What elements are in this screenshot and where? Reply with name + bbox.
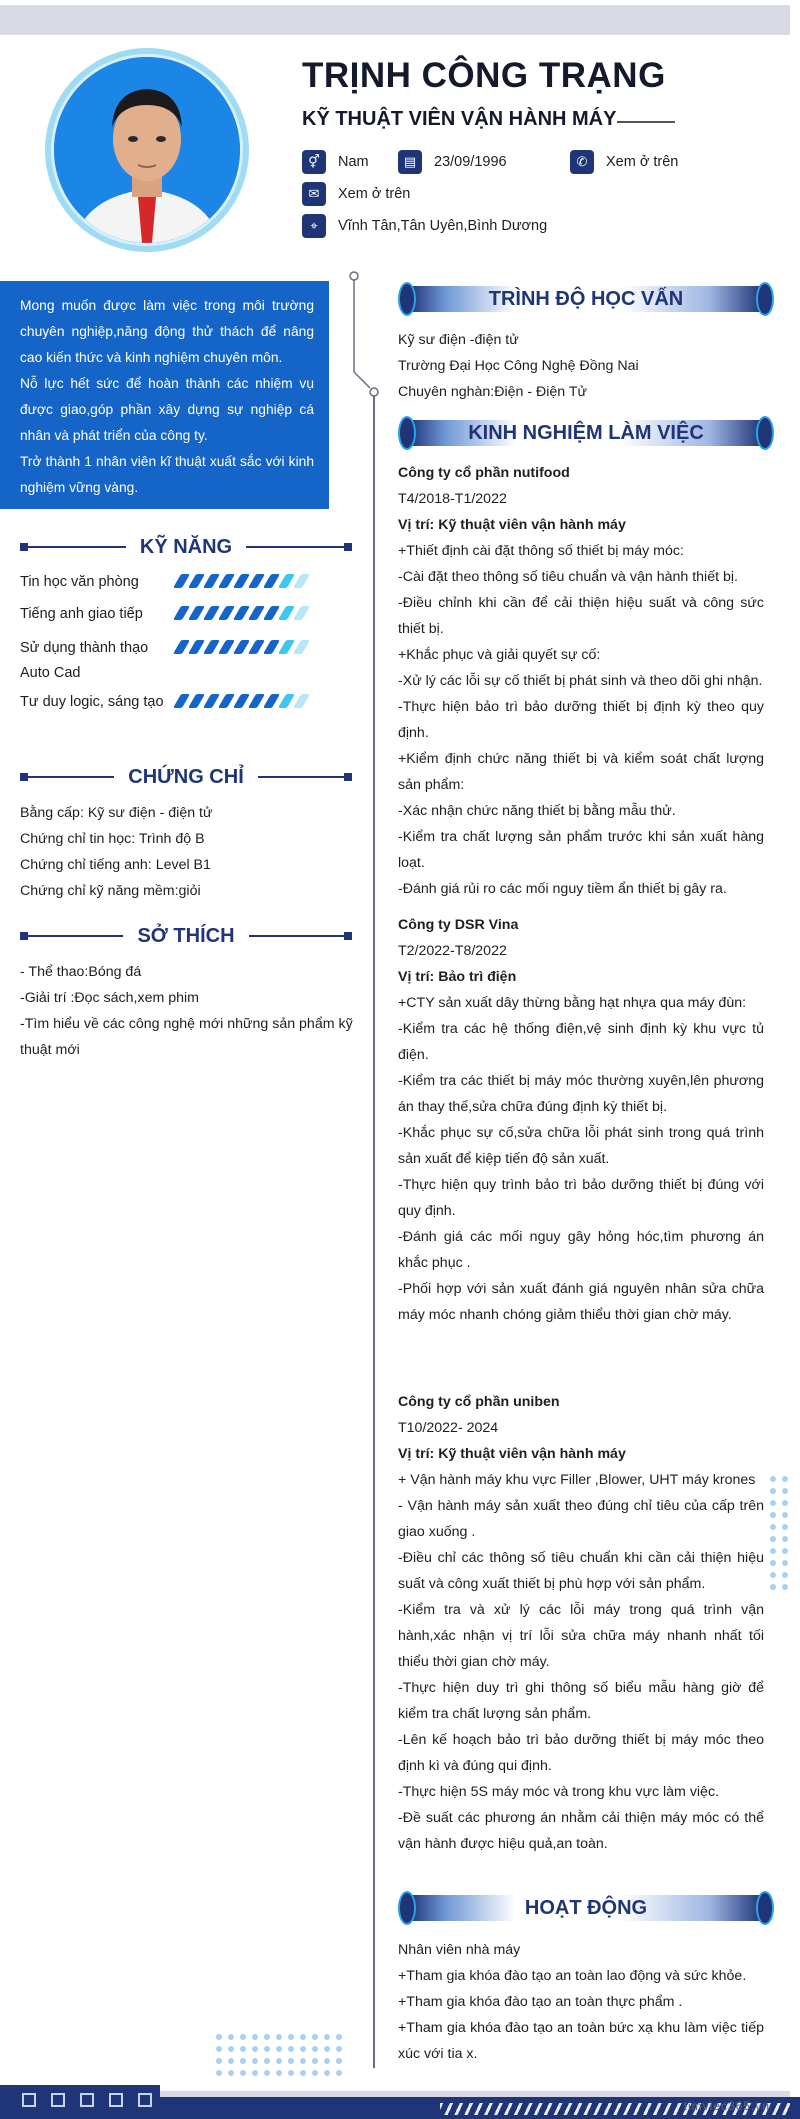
dot bbox=[336, 2070, 342, 2076]
skill-bar-segment bbox=[233, 574, 250, 588]
job-duty-line: -Kiểm tra các hệ thống điện,vệ sinh định kỳ khu vực tủ điện. bbox=[398, 1021, 764, 1063]
timeline-connector bbox=[345, 268, 385, 398]
cake-icon: ▤ bbox=[398, 150, 422, 174]
dot bbox=[300, 2034, 306, 2040]
skill-bar-segment bbox=[293, 574, 310, 588]
skill-bar-segment bbox=[293, 640, 310, 654]
column-divider bbox=[373, 388, 375, 2068]
certificate-item: Chứng chỉ tin học: Trình độ B bbox=[20, 831, 205, 847]
dot bbox=[782, 1488, 788, 1494]
dot bbox=[276, 2034, 282, 2040]
dot bbox=[782, 1512, 788, 1518]
gender-value: Nam bbox=[338, 154, 369, 170]
dot bbox=[240, 2046, 246, 2052]
education-line: Chuyên nghàn:Điện - Điện Tử bbox=[398, 384, 588, 400]
skill-bar-segment bbox=[248, 606, 265, 620]
company-name: Công ty cổ phần nutifood bbox=[398, 465, 570, 481]
skill-level-bars bbox=[177, 574, 312, 588]
candidate-name: TRỊNH CÔNG TRẠNG bbox=[302, 56, 666, 95]
dot bbox=[782, 1560, 788, 1566]
skill-bar-segment bbox=[173, 606, 190, 620]
job-duty-line: -Thực hiện bảo trì bảo dưỡng thiết bị định kỳ theo quy định. bbox=[398, 699, 764, 741]
skill-item bbox=[20, 636, 340, 686]
dot bbox=[770, 1476, 776, 1482]
job-duty-line: -Xác nhận chức năng thiết bị bằng mẫu thử. bbox=[398, 803, 676, 819]
dot bbox=[770, 1548, 776, 1554]
dot bbox=[336, 2046, 342, 2052]
job-duty-line: -Cài đặt theo thông số tiêu chuẩn và vận hành thiết bị. bbox=[398, 569, 738, 585]
education-details bbox=[398, 327, 764, 405]
dot bbox=[288, 2034, 294, 2040]
skill-bar-segment bbox=[233, 694, 250, 708]
skill-bar-segment bbox=[173, 574, 190, 588]
dot bbox=[312, 2070, 318, 2076]
address-row bbox=[302, 214, 547, 238]
job-duty-line: +Khắc phục và giải quyết sự cố: bbox=[398, 647, 601, 663]
dot bbox=[276, 2070, 282, 2076]
certificate-item: Chứng chỉ kỹ năng mềm:giỏi bbox=[20, 883, 201, 899]
career-objective bbox=[0, 281, 329, 509]
envelope-icon: ✉ bbox=[302, 182, 326, 206]
dot bbox=[276, 2058, 282, 2064]
education-line: Trường Đại Học Công Nghệ Đồng Nai bbox=[398, 358, 639, 374]
phone-icon: ✆ bbox=[570, 150, 594, 174]
footer-band bbox=[0, 2085, 800, 2119]
birthday-value: 23/09/1996 bbox=[434, 154, 507, 170]
dot bbox=[264, 2046, 270, 2052]
job-position: Vị trí: Kỹ thuật viên vận hành máy bbox=[398, 517, 626, 533]
dot bbox=[240, 2034, 246, 2040]
job-duty-line: -Xử lý các lỗi sự cố thiết bị phát sinh và theo dõi ghi nhận. bbox=[398, 673, 763, 689]
activity-item: Nhân viên nhà máy bbox=[398, 1942, 521, 1958]
dot bbox=[240, 2058, 246, 2064]
dot bbox=[288, 2058, 294, 2064]
birthday-row bbox=[398, 150, 507, 174]
dot bbox=[782, 1584, 788, 1590]
email-row bbox=[302, 182, 410, 206]
skill-bar-segment bbox=[248, 694, 265, 708]
dot bbox=[782, 1476, 788, 1482]
skill-bar-segment bbox=[188, 606, 205, 620]
job-duty-line: -Kiểm tra và xử lý các lỗi máy trong quá trình vận hành,xác nhận vị trí lỗi sửa chữa máy nhanh nhất tối thiểu thời gian chờ máy. bbox=[398, 1602, 764, 1670]
job-duty-line: +CTY sản xuất dây thừng bằng hạt nhựa qua máy đùn: bbox=[398, 995, 747, 1011]
skill-bar-segment bbox=[218, 694, 235, 708]
dot bbox=[770, 1572, 776, 1578]
skill-bar-segment bbox=[203, 694, 220, 708]
skill-bar-segment bbox=[188, 574, 205, 588]
dot bbox=[216, 2046, 222, 2052]
dot bbox=[324, 2046, 330, 2052]
dot bbox=[216, 2070, 222, 2076]
company-name: Công ty DSR Vina bbox=[398, 917, 519, 933]
phone-value: Xem ở trên bbox=[606, 154, 679, 170]
activities-list bbox=[398, 1937, 764, 2067]
job-period: T10/2022- 2024 bbox=[398, 1420, 499, 1436]
job-duty-line: -Điều chỉnh khi cần để cải thiện hiệu suất và công sức thiết bị. bbox=[398, 595, 764, 637]
skill-bar-segment bbox=[218, 606, 235, 620]
job-entry bbox=[398, 460, 764, 902]
hobby-item: - Thể thao:Bóng đá bbox=[20, 964, 142, 980]
job-position: Vị trí: Bảo trì điện bbox=[398, 969, 517, 985]
job-position: Vị trí: Kỹ thuật viên vận hành máy bbox=[398, 1446, 626, 1462]
dot bbox=[300, 2058, 306, 2064]
top-band bbox=[0, 5, 790, 35]
skill-bar-segment bbox=[218, 640, 235, 654]
skill-bar-segment bbox=[173, 694, 190, 708]
dot bbox=[264, 2034, 270, 2040]
skill-bar-segment bbox=[293, 606, 310, 620]
dot bbox=[770, 1560, 776, 1566]
phone-row bbox=[570, 150, 678, 174]
skill-level-bars bbox=[177, 606, 312, 620]
dot bbox=[312, 2058, 318, 2064]
dot bbox=[312, 2034, 318, 2040]
activities-heading: HOẠT ĐỘNG bbox=[398, 1891, 774, 1925]
dot bbox=[300, 2046, 306, 2052]
job-duty-line: + Vận hành máy khu vực Filler ,Blower, UHT máy krones bbox=[398, 1472, 756, 1488]
activity-item: +Tham gia khóa đào tạo an toàn bức xạ khu làm việc tiếp xúc với tia x. bbox=[398, 2020, 764, 2062]
dot bbox=[770, 1512, 776, 1518]
dot bbox=[782, 1524, 788, 1530]
hobbies-list bbox=[20, 959, 355, 1063]
dot bbox=[288, 2046, 294, 2052]
skill-bar-segment bbox=[233, 606, 250, 620]
watermark: timviec365.vn bbox=[683, 2099, 770, 2113]
dot bbox=[770, 1536, 776, 1542]
decorative-dots bbox=[216, 2034, 342, 2076]
company-name: Công ty cổ phần uniben bbox=[398, 1394, 560, 1410]
certificate-item: Chứng chỉ tiếng anh: Level B1 bbox=[20, 857, 211, 873]
location-pin-icon: ⌖ bbox=[302, 214, 326, 238]
job-duty-line: -Điều chỉ các thông số tiêu chuẩn khi cần cải thiện hiệu suất và công xuất thiết bị phù hợp với sản phẩm. bbox=[398, 1550, 764, 1592]
skill-label: Sử dụng thành thạo Auto Cad bbox=[20, 640, 149, 681]
skill-bar-segment bbox=[203, 606, 220, 620]
skill-label: Tư duy logic, sáng tạo bbox=[20, 694, 164, 710]
skill-bar-segment bbox=[248, 640, 265, 654]
dot bbox=[216, 2058, 222, 2064]
job-entry bbox=[398, 912, 764, 1328]
objective-line: Trở thành 1 nhân viên kĩ thuật xuất sắc với kinh nghiệm vững vàng. bbox=[20, 454, 314, 495]
dot bbox=[782, 1572, 788, 1578]
dot bbox=[782, 1536, 788, 1542]
skill-bar-segment bbox=[278, 606, 295, 620]
job-duties bbox=[398, 1467, 764, 1857]
dot bbox=[770, 1488, 776, 1494]
skill-bar-segment bbox=[188, 694, 205, 708]
job-duty-line: +Kiểm định chức năng thiết bị và kiểm soát chất lượng sản phẩm: bbox=[398, 751, 764, 793]
job-duty-line: -Đánh giá rủi ro các mối nguy tiềm ẩn thiết bị gây ra. bbox=[398, 881, 727, 897]
job-duties bbox=[398, 538, 764, 902]
dot bbox=[324, 2070, 330, 2076]
dot bbox=[782, 1548, 788, 1554]
hobby-item: -Tìm hiểu về các công nghệ mới những sản phẩm kỹ thuật mới bbox=[20, 1016, 353, 1058]
dot bbox=[252, 2058, 258, 2064]
skill-bar-segment bbox=[248, 574, 265, 588]
dot bbox=[252, 2070, 258, 2076]
hobby-item: -Giải trí :Đọc sách,xem phim bbox=[20, 990, 199, 1006]
job-duty-line: -Đề suất các phương án nhằm cải thiện máy móc có thể vận hành được hiệu quả,an toàn. bbox=[398, 1810, 764, 1852]
skill-bar-segment bbox=[278, 574, 295, 588]
job-duty-line: +Thiết định cài đặt thông số thiết bị máy móc: bbox=[398, 543, 684, 559]
skill-label: Tiếng anh giao tiếp bbox=[20, 606, 143, 622]
job-duty-line: -Thực hiện 5S máy móc và trong khu vực làm việc. bbox=[398, 1784, 719, 1800]
dot bbox=[288, 2070, 294, 2076]
skill-level-bars bbox=[177, 640, 312, 654]
dot bbox=[770, 1524, 776, 1530]
skill-item bbox=[20, 570, 340, 595]
skill-bar-segment bbox=[293, 694, 310, 708]
skill-bar-segment bbox=[278, 694, 295, 708]
gender-row bbox=[302, 150, 369, 174]
decorative-dots bbox=[770, 1476, 788, 1590]
job-duty-line: -Lên kế hoạch bảo trì bảo dưỡng thiết bị máy móc theo định kì và đúng qui định. bbox=[398, 1732, 764, 1774]
certificates-list bbox=[20, 800, 355, 904]
dot bbox=[252, 2046, 258, 2052]
dot bbox=[336, 2034, 342, 2040]
job-duty-line: -Đánh giá các mối nguy gây hỏng hóc,tìm phương án khắc phục . bbox=[398, 1229, 764, 1271]
job-duty-line: -Thực hiện quy trình bảo trì bảo dưỡng thiết bị đúng với quy định. bbox=[398, 1177, 764, 1219]
skill-item bbox=[20, 602, 340, 627]
job-duty-line: -Kiểm tra các thiết bị máy móc thường xuyên,lên phương án thay thế,sửa chữa đúng định kỳ thiết bị. bbox=[398, 1073, 764, 1115]
job-duty-line: - Vận hành máy sản xuất theo đúng chỉ tiêu của cấp trên giao xuống . bbox=[398, 1498, 764, 1540]
dot bbox=[782, 1500, 788, 1506]
job-duty-line: -Thực hiện duy trì ghi thông số biểu mẫu hàng giờ để kiểm tra chất lượng sản phẩm. bbox=[398, 1680, 764, 1722]
dot bbox=[240, 2070, 246, 2076]
skill-bar-segment bbox=[263, 574, 280, 588]
skill-bar-segment bbox=[263, 694, 280, 708]
objective-line: Nỗ lực hết sức để hoàn thành các nhiệm vụ được giao,góp phần xây dựng sự nghiệp cá nhân và phát triển của công ty. bbox=[20, 376, 314, 443]
skill-level-bars bbox=[177, 694, 312, 708]
skill-bar-segment bbox=[263, 606, 280, 620]
dot bbox=[312, 2046, 318, 2052]
education-line: Kỹ sư điện -điện tử bbox=[398, 332, 519, 348]
skill-bar-segment bbox=[203, 574, 220, 588]
dot bbox=[770, 1500, 776, 1506]
skill-bar-segment bbox=[263, 640, 280, 654]
skill-bar-segment bbox=[203, 640, 220, 654]
hobbies-heading: SỞ THÍCH bbox=[20, 924, 352, 948]
dot bbox=[252, 2034, 258, 2040]
skill-bar-segment bbox=[188, 640, 205, 654]
skills-heading: KỸ NĂNG bbox=[20, 535, 352, 559]
job-entry bbox=[398, 1389, 764, 1857]
dot bbox=[770, 1584, 776, 1590]
dot bbox=[300, 2070, 306, 2076]
dot bbox=[228, 2046, 234, 2052]
job-period: T4/2018-T1/2022 bbox=[398, 491, 507, 507]
avatar bbox=[45, 48, 249, 252]
certificates-heading: CHỨNG CHỈ bbox=[20, 765, 352, 789]
job-title: KỸ THUẬT VIÊN VẬN HÀNH MÁY bbox=[302, 108, 617, 130]
job-duty-line: -Kiểm tra chất lượng sản phẩm trước khi sản xuất hàng loạt. bbox=[398, 829, 764, 871]
skill-bar-segment bbox=[233, 640, 250, 654]
footer-squares bbox=[22, 2093, 167, 2107]
objective-line: Mong muốn được làm việc trong môi trường chuyên nghiệp,năng động thử thách để nâng cao kiến thức và kinh nghiệm chuyên môn. bbox=[20, 298, 314, 365]
certificate-item: Bằng cấp: Kỹ sư điện - điện tử bbox=[20, 805, 213, 821]
skill-bar-segment bbox=[173, 640, 190, 654]
activity-item: +Tham gia khóa đào tạo an toàn thực phẩm . bbox=[398, 1994, 683, 2010]
dot bbox=[324, 2034, 330, 2040]
dot bbox=[228, 2034, 234, 2040]
job-duty-line: -Khắc phục sự cố,sửa chữa lỗi phát sinh trong quá trình sản xuất để kiệp tiến độ sản xuất. bbox=[398, 1125, 764, 1167]
skill-label: Tin học văn phòng bbox=[20, 574, 139, 590]
skill-bar-segment bbox=[278, 640, 295, 654]
dot bbox=[276, 2046, 282, 2052]
activity-item: +Tham gia khóa đào tạo an toàn lao động và sức khỏe. bbox=[398, 1968, 747, 1984]
gender-icon: ⚥ bbox=[302, 150, 326, 174]
address-value: Vĩnh Tân,Tân Uyên,Bình Dương bbox=[338, 218, 548, 234]
job-duties bbox=[398, 990, 764, 1328]
job-duty-line: -Phối hợp với sản xuất đánh giá nguyên nhân sửa chữa máy móc nhanh chóng giảm thiểu thời gian chờ máy. bbox=[398, 1281, 764, 1323]
dot bbox=[228, 2058, 234, 2064]
skill-bar-segment bbox=[218, 574, 235, 588]
title-divider bbox=[617, 121, 675, 123]
skill-item bbox=[20, 690, 340, 715]
dot bbox=[324, 2058, 330, 2064]
job-period: T2/2022-T8/2022 bbox=[398, 943, 507, 959]
dot bbox=[264, 2070, 270, 2076]
dot bbox=[264, 2058, 270, 2064]
experience-heading: KINH NGHIỆM LÀM VIỆC bbox=[398, 416, 774, 450]
education-heading: TRÌNH ĐỘ HỌC VẤN bbox=[398, 282, 774, 316]
email-value: Xem ở trên bbox=[338, 186, 411, 202]
dot bbox=[228, 2070, 234, 2076]
dot bbox=[336, 2058, 342, 2064]
dot bbox=[216, 2034, 222, 2040]
